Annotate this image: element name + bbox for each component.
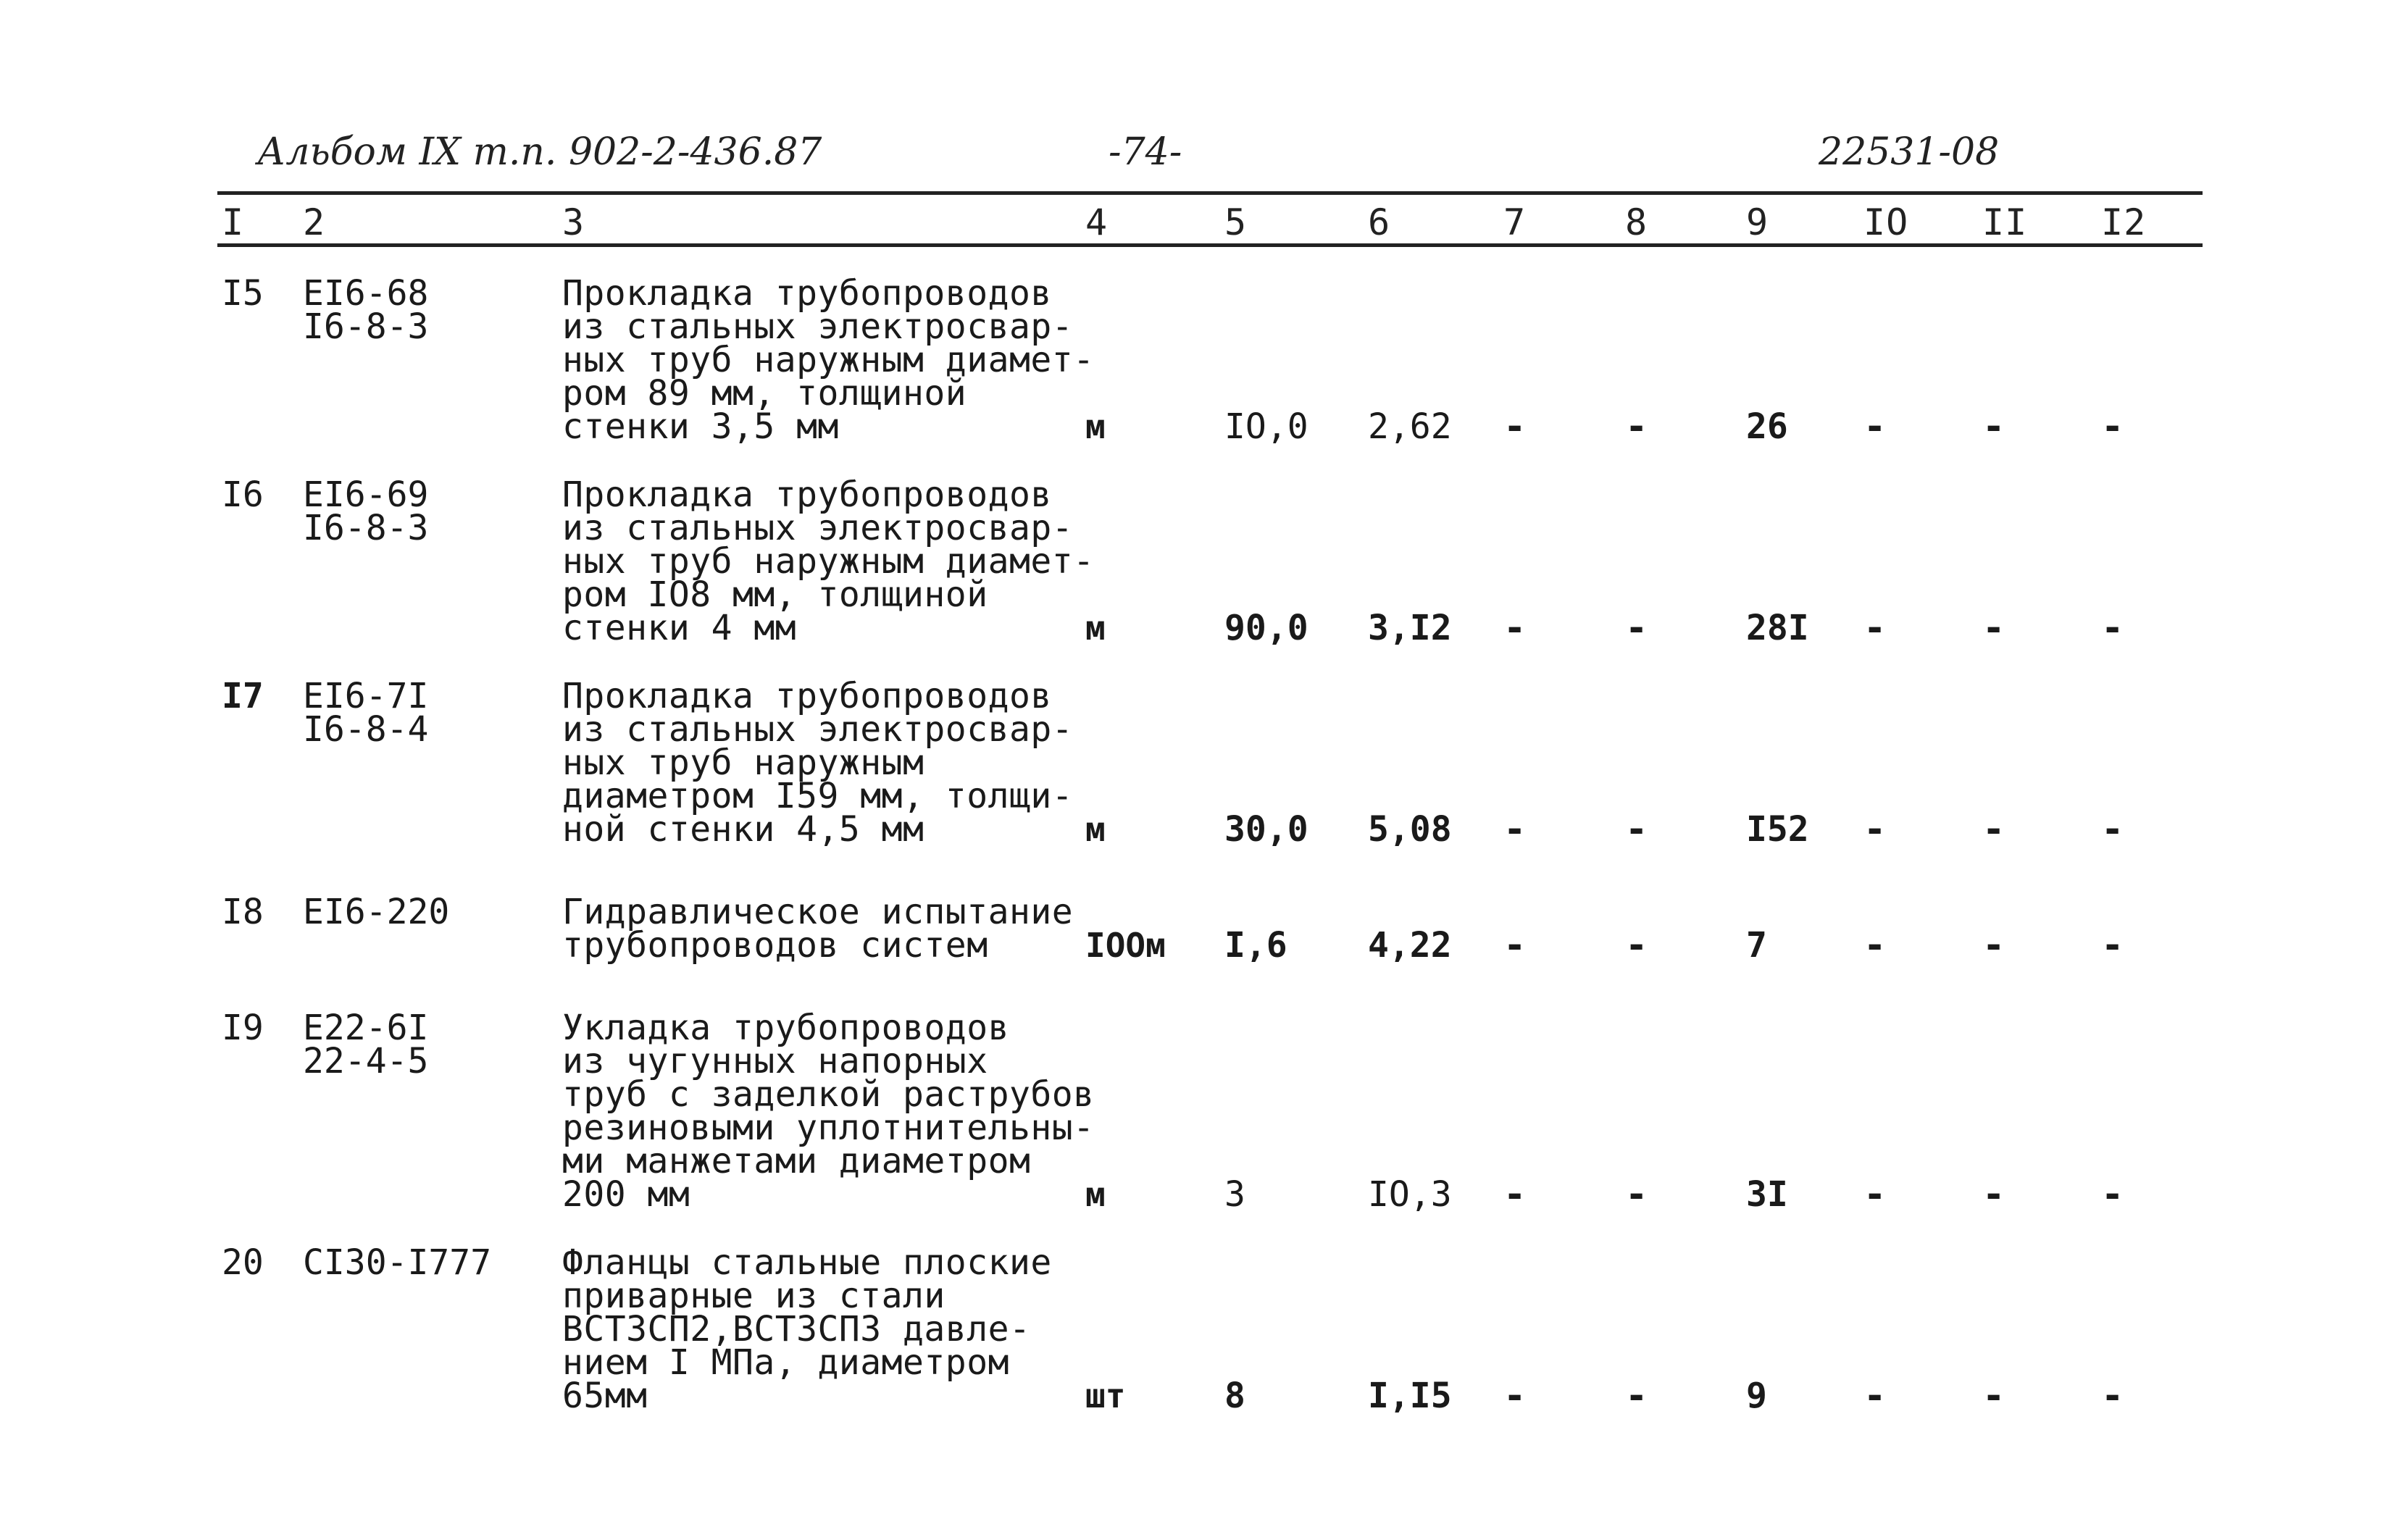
- unit-cell: шт: [1085, 1376, 1126, 1415]
- column-header: I2: [2101, 201, 2147, 243]
- work-description: [562, 1008, 1095, 1215]
- description-line: из стальных электросвар-: [562, 709, 1074, 750]
- dash-cell: -: [1625, 808, 1648, 851]
- norm-code: [303, 1008, 429, 1081]
- norm-code: [303, 676, 429, 750]
- column-header: 7: [1503, 201, 1527, 243]
- norm-code-line: CI30-I777: [303, 1242, 492, 1283]
- description-line: ной стенки 4,5 мм: [562, 809, 924, 850]
- dash-cell: -: [1982, 924, 2005, 967]
- dash-cell: -: [1503, 924, 1527, 967]
- dash-cell: -: [1863, 1374, 1887, 1418]
- dash-cell: -: [1625, 405, 1648, 448]
- description-line: приварные из стали: [562, 1276, 946, 1316]
- quantity-cell: 30,0: [1224, 809, 1308, 850]
- dash-cell: -: [1863, 808, 1887, 851]
- norm-code: [303, 1242, 492, 1283]
- work-description: [562, 676, 1074, 850]
- dash-cell: -: [1503, 1173, 1527, 1216]
- work-description: [562, 1242, 1052, 1416]
- document-code: 22531-08: [1819, 130, 2000, 174]
- work-description: [562, 892, 1074, 966]
- dash-cell: -: [1625, 606, 1648, 650]
- dash-cell: -: [2101, 924, 2124, 967]
- column-header: IO: [1863, 201, 1909, 243]
- dash-cell: -: [2101, 1374, 2124, 1418]
- top-rule: [217, 191, 2203, 195]
- value-cell: IO,3: [1368, 1174, 1452, 1215]
- description-line: резиновыми уплотнительны-: [562, 1108, 1095, 1148]
- dash-cell: -: [1863, 924, 1887, 967]
- norm-code-line: I6-8-3: [303, 306, 429, 347]
- description-line: из стальных электросвар-: [562, 508, 1074, 548]
- row-number: I5: [222, 273, 264, 314]
- description-line: Гидравлическое испытание: [562, 892, 1074, 932]
- unit-cell: IOOм: [1085, 926, 1166, 965]
- page-number: -74-: [1109, 130, 1182, 174]
- description-line: стенки 4 мм: [562, 608, 797, 648]
- description-line: Прокладка трубопроводов: [562, 474, 1052, 515]
- unit-cell: м: [1085, 608, 1106, 648]
- quantity-cell: 3: [1224, 1174, 1245, 1215]
- dash-cell: -: [2101, 405, 2124, 448]
- row-number: I8: [222, 892, 264, 932]
- unit-cell: м: [1085, 407, 1106, 446]
- norm-code: [303, 474, 429, 548]
- dash-cell: -: [1863, 606, 1887, 650]
- value-cell: I,I5: [1368, 1376, 1452, 1416]
- description-line: Укладка трубопроводов: [562, 1008, 1009, 1048]
- column-header: 5: [1224, 201, 1248, 243]
- description-line: ных труб наружным диамет-: [562, 340, 1095, 380]
- description-line: 200 мм: [562, 1174, 690, 1215]
- dash-cell: -: [1982, 1374, 2005, 1418]
- value-cell: 3,I2: [1368, 608, 1452, 648]
- column-header: 8: [1625, 201, 1648, 243]
- quantity-cell: IO,0: [1224, 406, 1308, 447]
- work-description: [562, 273, 1095, 447]
- column-header: 4: [1085, 201, 1109, 243]
- work-description: [562, 474, 1095, 648]
- column-header: 2: [303, 201, 326, 243]
- quantity-cell: 90,0: [1224, 608, 1308, 648]
- dash-cell: -: [1982, 1173, 2005, 1216]
- description-line: стенки 3,5 мм: [562, 406, 839, 447]
- norm-code: [303, 892, 450, 932]
- dash-cell: -: [1982, 606, 2005, 650]
- unit-cell: м: [1085, 810, 1106, 849]
- description-line: трубопроводов систем: [562, 925, 988, 966]
- dash-cell: -: [1503, 808, 1527, 851]
- description-line: из чугунных напорных: [562, 1041, 988, 1081]
- norm-code-line: 22-4-5: [303, 1041, 429, 1081]
- description-line: ром 89 мм, толщиной: [562, 373, 967, 414]
- dash-cell: -: [1982, 808, 2005, 851]
- unit-cell: м: [1085, 1175, 1106, 1214]
- value-cell: 5,08: [1368, 809, 1452, 850]
- dash-cell: -: [1503, 1374, 1527, 1418]
- dash-cell: -: [2101, 606, 2124, 650]
- album-reference: Альбом IX т.п. 902-2-436.87: [257, 130, 822, 174]
- description-line: из стальных электросвар-: [562, 306, 1074, 347]
- column-header: II: [1982, 201, 2028, 243]
- dash-cell: -: [1625, 1374, 1648, 1418]
- description-line: ных труб наружным диамет-: [562, 541, 1095, 582]
- column-header: 6: [1368, 201, 1391, 243]
- description-line: ром IO8 мм, толщиной: [562, 574, 988, 615]
- dash-cell: -: [1625, 1173, 1648, 1216]
- norm-code-line: EI6-68: [303, 273, 429, 314]
- description-line: 65мм: [562, 1376, 648, 1416]
- norm-code-line: EI6-7I: [303, 676, 429, 716]
- description-line: ми манжетами диаметром: [562, 1141, 1031, 1181]
- dash-cell: -: [1625, 924, 1648, 967]
- value-cell: 7: [1746, 925, 1767, 966]
- dash-cell: -: [2101, 1173, 2124, 1216]
- norm-code-line: I6-8-3: [303, 508, 429, 548]
- value-cell: 2,62: [1368, 406, 1452, 447]
- dash-cell: -: [1503, 405, 1527, 448]
- header-rule: [217, 243, 2203, 247]
- description-line: нием I МПа, диаметром: [562, 1342, 1009, 1383]
- value-cell: 28I: [1746, 608, 1809, 648]
- norm-code: [303, 273, 429, 347]
- dash-cell: -: [1982, 405, 2005, 448]
- value-cell: 26: [1746, 406, 1788, 447]
- norm-code-line: I6-8-4: [303, 709, 429, 750]
- value-cell: 3I: [1746, 1174, 1788, 1215]
- quantity-cell: I,6: [1224, 925, 1287, 966]
- value-cell: I52: [1746, 809, 1809, 850]
- value-cell: 9: [1746, 1376, 1767, 1416]
- row-number: I7: [222, 676, 264, 716]
- dash-cell: -: [1503, 606, 1527, 650]
- column-header: 3: [562, 201, 585, 243]
- description-line: Прокладка трубопроводов: [562, 676, 1052, 716]
- row-number: 20: [222, 1242, 264, 1283]
- norm-code-line: EI6-69: [303, 474, 429, 515]
- description-line: труб с заделкой раструбов: [562, 1074, 1095, 1115]
- dash-cell: -: [2101, 808, 2124, 851]
- description-line: Фланцы стальные плоские: [562, 1242, 1052, 1283]
- description-line: ВСТ3СП2,ВСТ3СП3 давле-: [562, 1309, 1031, 1349]
- column-header: 9: [1746, 201, 1769, 243]
- dash-cell: -: [1863, 1173, 1887, 1216]
- row-number: I9: [222, 1008, 264, 1048]
- row-number: I6: [222, 474, 264, 515]
- quantity-cell: 8: [1224, 1376, 1245, 1416]
- dash-cell: -: [1863, 405, 1887, 448]
- description-line: Прокладка трубопроводов: [562, 273, 1052, 314]
- norm-code-line: E22-6I: [303, 1008, 429, 1048]
- value-cell: 4,22: [1368, 925, 1452, 966]
- description-line: диаметром I59 мм, толщи-: [562, 776, 1074, 816]
- norm-code-line: EI6-220: [303, 892, 450, 932]
- column-header: I: [222, 201, 245, 243]
- description-line: ных труб наружным: [562, 742, 924, 783]
